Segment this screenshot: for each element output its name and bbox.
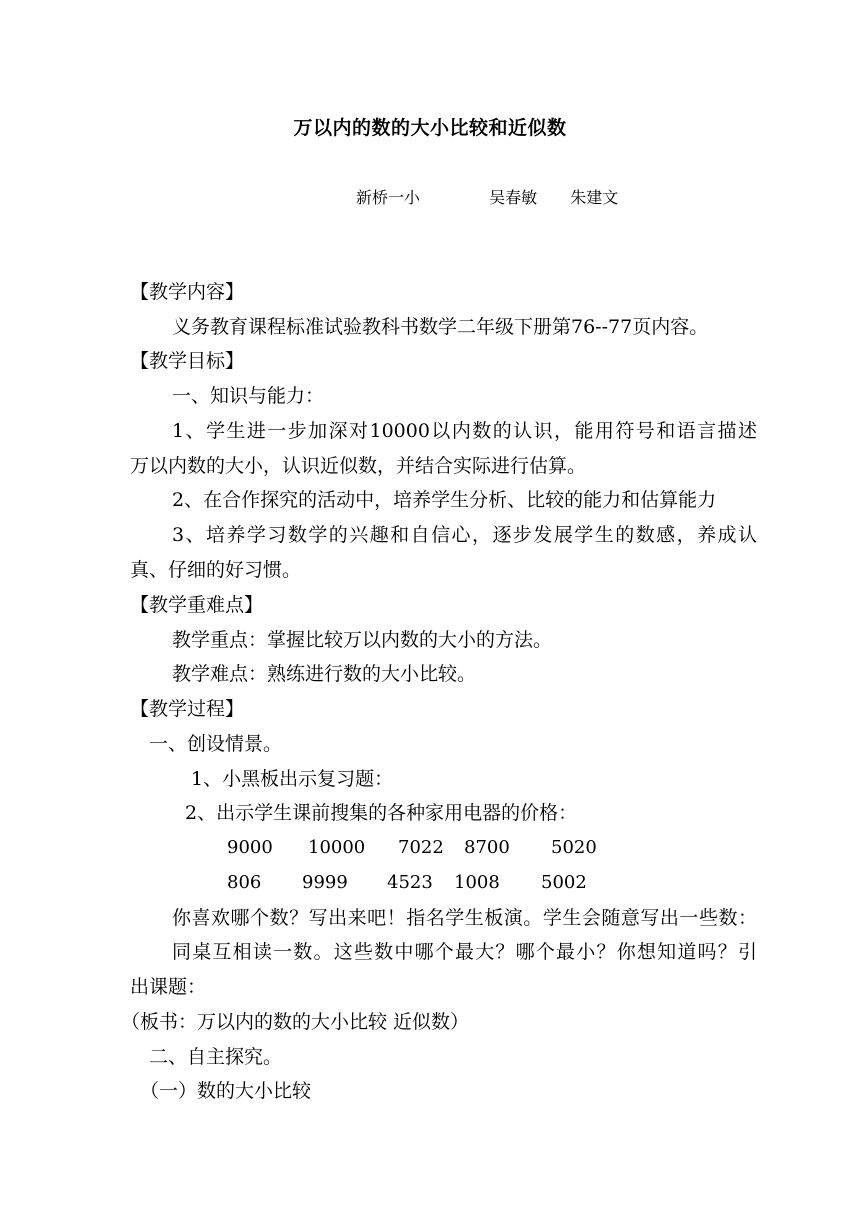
price-value: 806 [227, 872, 262, 893]
board-note: （板书：万以内的数的大小比较 近似数） [121, 1011, 470, 1033]
paragraph-line: 你喜欢哪个数？写出来吧！指名学生板演。学生会随意写出一些数： [172, 907, 757, 929]
paragraph-line: 出课题： [130, 976, 207, 998]
price-value: 1008 [454, 872, 500, 893]
paragraph-line: 教学重点：掌握比较万以内数的大小的方法。 [172, 629, 553, 651]
paragraph-line: 真、仔细的好习惯。 [130, 559, 302, 581]
subheading-knowledge: 一、知识与能力： [172, 385, 325, 407]
price-value: 9000 [227, 837, 273, 858]
author-name-2: 朱建文 [570, 188, 619, 207]
price-value: 8700 [464, 837, 510, 858]
paragraph-line: 万以内数的大小，认识近似数，并结合实际进行估算。 [130, 455, 587, 477]
price-value: 9999 [302, 872, 348, 893]
school-name: 新桥一小 [356, 188, 421, 207]
section-heading-content: 【教学内容】 [130, 281, 245, 303]
paragraph-line: 3、培养学习数学的兴趣和自信心，逐步发展学生的数感，养成认 [172, 524, 757, 546]
paragraph-line: 同桌互相读一数。这些数中哪个最大？哪个最小？你想知道吗？引 [172, 941, 757, 963]
section-heading-process: 【教学过程】 [130, 698, 245, 720]
price-value: 5020 [551, 837, 597, 858]
document-title: 万以内的数的大小比较和近似数 [293, 117, 567, 139]
price-value: 4523 [387, 872, 433, 893]
price-value: 5002 [541, 872, 587, 893]
subheading-scenario: 一、创设情景。 [149, 733, 283, 755]
section-heading-goals: 【教学目标】 [130, 350, 245, 372]
paragraph-line: 义务教育课程标准试验教科书数学二年级下册第76--77页内容。 [172, 316, 709, 338]
subheading-compare: （一）数的大小比较 [140, 1080, 312, 1102]
list-item: 1、小黑板出示复习题： [191, 768, 394, 790]
paragraph-line: 1、学生进一步加深对10000以内数的认识，能用符号和语言描述 [172, 420, 757, 442]
paragraph-line: 教学难点：熟练进行数的大小比较。 [172, 663, 477, 685]
section-heading-keypoints: 【教学重难点】 [130, 594, 264, 616]
price-value: 10000 [308, 837, 366, 858]
price-value: 7022 [398, 837, 444, 858]
list-item: 2、出示学生课前搜集的各种家用电器的价格： [185, 802, 578, 824]
author-line [356, 185, 618, 208]
subheading-explore: 二、自主探究。 [149, 1046, 283, 1068]
paragraph-line: 2、在合作探究的活动中，培养学生分析、比较的能力和估算能力 [172, 489, 717, 511]
author-name-1: 吴春敏 [489, 188, 538, 207]
